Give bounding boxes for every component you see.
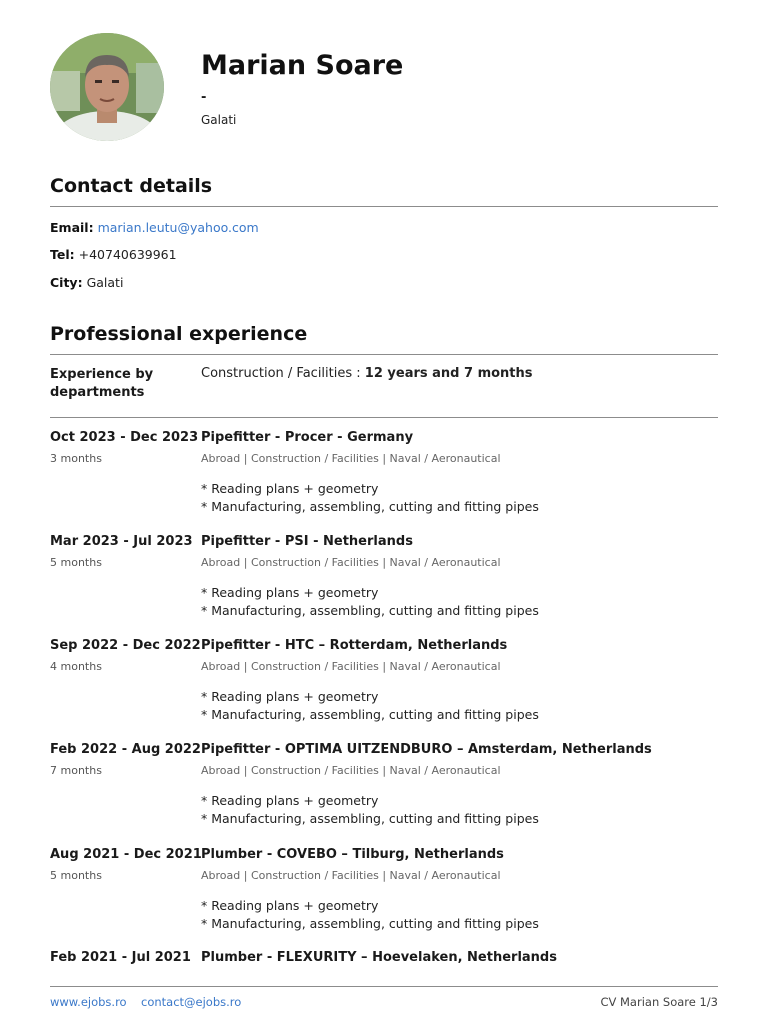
job-desc-line: * Reading plans + geometry — [201, 898, 379, 913]
job-title: Pipefitter - Procer - Germany — [201, 430, 414, 445]
candidate-subtitle: - — [201, 90, 207, 105]
tel-label: Tel: — [50, 247, 75, 262]
job-desc-line: * Manufacturing, assembling, cutting and fitting pipes — [201, 915, 539, 931]
job-period: Feb 2022 - Aug 2022 — [50, 742, 201, 757]
job-tags: Abroad | Construction / Facilities | Naval / Aeronautical — [201, 869, 501, 882]
job-tags: Abroad | Construction / Facilities | Naval / Aeronautical — [201, 764, 501, 777]
job-desc-line: * Reading plans + geometry — [201, 689, 379, 704]
dept-value — [201, 366, 533, 381]
job-title: Pipefitter - HTC – Rotterdam, Netherlands — [201, 638, 508, 653]
job-tags: Abroad | Construction / Facilities | Naval / Aeronautical — [201, 452, 501, 465]
job-duration: 7 months — [50, 764, 102, 777]
job-duration: 3 months — [50, 452, 102, 465]
contact-section-title: Contact details — [50, 175, 213, 197]
job-title: Plumber - FLEXURITY – Hoevelaken, Netherlands — [201, 950, 557, 965]
job-description — [201, 792, 539, 827]
footer-page-number: CV Marian Soare 1/3 — [600, 995, 718, 1009]
experience-divider — [50, 354, 718, 355]
job-desc-line: * Manufacturing, assembling, cutting and fitting pipes — [201, 602, 539, 618]
job-description — [201, 584, 539, 619]
footer-email-link[interactable]: contact@ejobs.ro — [141, 995, 242, 1009]
cv-page — [50, 0, 718, 1024]
dept-name: Construction / Facilities : — [201, 366, 365, 381]
tel-value: +40740639961 — [78, 247, 177, 262]
job-title: Plumber - COVEBO – Tilburg, Netherlands — [201, 847, 504, 862]
job-period: Mar 2023 - Jul 2023 — [50, 534, 193, 549]
footer-site-link[interactable]: www.ejobs.ro — [50, 995, 127, 1009]
dept-duration: 12 years and 7 months — [364, 366, 533, 381]
job-tags: Abroad | Construction / Facilities | Naval / Aeronautical — [201, 660, 501, 673]
job-desc-line: * Reading plans + geometry — [201, 793, 379, 808]
contact-email-row — [50, 220, 259, 235]
job-duration: 5 months — [50, 556, 102, 569]
job-desc-line: * Manufacturing, assembling, cutting and fitting pipes — [201, 810, 539, 826]
contact-tel-row — [50, 247, 177, 262]
job-title: Pipefitter - OPTIMA UITZENDBURO – Amsterdam, Netherlands — [201, 742, 652, 757]
job-desc-line: * Reading plans + geometry — [201, 585, 379, 600]
job-desc-line: * Reading plans + geometry — [201, 481, 379, 496]
job-period: Feb 2021 - Jul 2021 — [50, 950, 191, 965]
city-label: City: — [50, 275, 83, 290]
avatar — [50, 33, 164, 141]
job-tags: Abroad | Construction / Facilities | Naval / Aeronautical — [201, 556, 501, 569]
candidate-name: Marian Soare — [201, 50, 404, 81]
candidate-city: Galati — [201, 113, 237, 127]
job-description — [201, 688, 539, 723]
email-link[interactable]: marian.leutu@yahoo.com — [97, 220, 259, 235]
job-period: Sep 2022 - Dec 2022 — [50, 638, 201, 653]
job-desc-line: * Manufacturing, assembling, cutting and fitting pipes — [201, 498, 539, 514]
job-description — [201, 897, 539, 932]
job-title: Pipefitter - PSI - Netherlands — [201, 534, 413, 549]
job-duration: 5 months — [50, 869, 102, 882]
experience-section-title: Professional experience — [50, 323, 308, 345]
contact-divider — [50, 206, 718, 207]
footer-divider — [50, 986, 718, 987]
job-period: Aug 2021 - Dec 2021 — [50, 847, 202, 862]
email-label: Email: — [50, 220, 94, 235]
dept-label: Experience by departments — [50, 367, 154, 400]
job-period: Oct 2023 - Dec 2023 — [50, 430, 199, 445]
city-value: Galati — [86, 275, 124, 290]
job-duration: 4 months — [50, 660, 102, 673]
job-desc-line: * Manufacturing, assembling, cutting and fitting pipes — [201, 706, 539, 722]
dept-divider — [50, 417, 718, 418]
contact-city-row — [50, 275, 123, 290]
job-description — [201, 480, 539, 515]
